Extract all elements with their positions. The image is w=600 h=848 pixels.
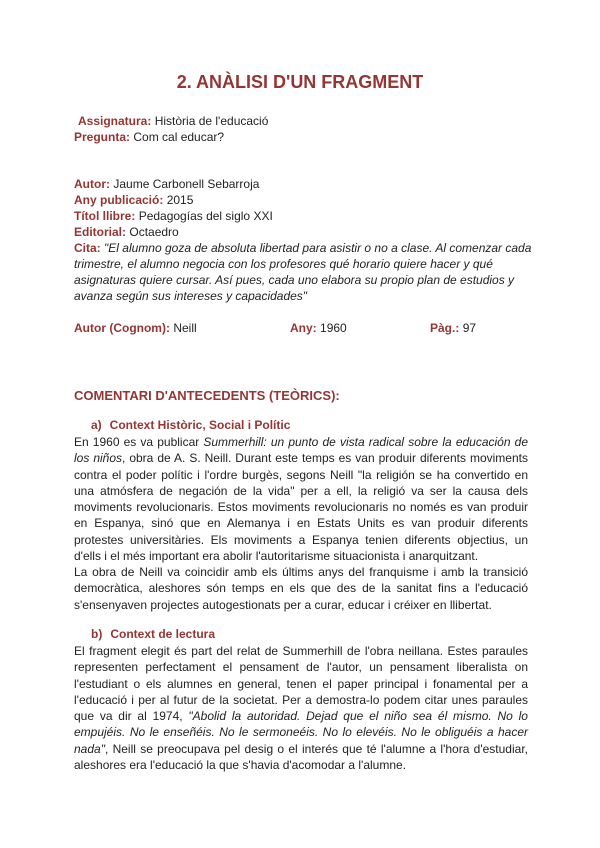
pregunta-value: Com cal educar? — [133, 130, 225, 144]
cita-label: Cita: — [74, 241, 101, 255]
pag-value: 97 — [462, 321, 477, 335]
any-value: 1960 — [320, 321, 347, 335]
titol-llibre-line — [74, 208, 273, 224]
cita-value: "El alumno goza de absoluta libertad para asistir o no a clase. Al comenzar cada trimestre, el alumno negocia con los profesores qué horario quiere hacer y qué asignaturas quiere cursar. Así pues, cada uno elabora su propio plan de estudios y avanza según sus intereses y capacidades" — [74, 241, 532, 303]
titol-llibre-value: Pedagogías del siglo XXI — [138, 209, 273, 223]
assignatura-label: Assignatura: — [78, 114, 152, 128]
pregunta-label: Pregunta: — [74, 130, 131, 144]
assignatura-value: Història de l'educació — [154, 114, 269, 128]
section-a-paragraph-1 — [74, 434, 528, 564]
pag-line — [430, 320, 476, 336]
section-a-p1-pre: En 1960 es va publicar — [74, 435, 204, 449]
autor-cognom-label: Autor (Cognom): — [74, 321, 170, 335]
page-title: 2. ANÀLISI D'UN FRAGMENT — [176, 72, 424, 92]
section-heading: COMENTARI D'ANTECEDENTS (TEÒRICS): — [74, 388, 340, 403]
autor-line — [74, 176, 259, 192]
section-a-heading — [91, 418, 290, 432]
any-publicacio-label: Any publicació: — [74, 193, 164, 207]
autor-cognom-line — [74, 320, 197, 336]
section-a-p1-title: Summerhill: un punto de vista radical sobre la educación de los niños — [74, 435, 529, 466]
section-a-title: Context Històric, Social i Polític — [109, 418, 291, 432]
section-b-heading — [91, 627, 215, 641]
section-b-p1-pre: El fragment elegit és part del relat de Summerhill de l'obra neillana. Estes paraules representen perfectament el pensament de l'autor, un pensament liberalista on l'estudiant o els alumnes en general, tenen el paper principal i fonamental per a l'educació i per al futur de la societat. Per a demostra-lo podem citar unes paraules que va dir al 1974, — [74, 644, 528, 724]
cita-block — [74, 240, 534, 304]
editorial-label: Editorial: — [74, 225, 127, 239]
pag-label: Pàg.: — [430, 321, 460, 335]
any-publicacio-line — [74, 192, 193, 208]
autor-cognom-value: Neill — [173, 321, 197, 335]
assignatura-line — [78, 113, 268, 129]
autor-value: Jaume Carbonell Sebarroja — [113, 177, 260, 191]
section-a-letter: a) — [91, 418, 102, 432]
section-b-p1-post: , Neill se preocupava pel desig o el interés que té l'alumne a l'hora d'estudiar, aleshores era l'educació la que s'havia d'acomodar a l'alumne. — [74, 741, 528, 773]
autor-label: Autor: — [74, 177, 110, 191]
pregunta-line — [74, 129, 224, 145]
section-b-paragraph-1 — [74, 643, 528, 773]
any-publicacio-value: 2015 — [166, 193, 194, 207]
section-b-title: Context de lectura — [110, 627, 216, 641]
any-line — [290, 320, 347, 336]
section-a-p1-post: , obra de A. S. Neill. Durant este temps es van produir diferents moviments contra el poder polític i l'ordre burgès, segons Neill "la religión se ha convertido en una atmósfera de negación de la vida" per a ell, la religió va ser la causa dels moviments revolucionaris. Estos moviments revolucionaris no només es van produir en Espanya, sinó que en Alemanya i en Estats Units es van produir diferents protestes universitàries. Els moviments a Espanya tenien diferents objectius, un d'ells i el més important era abolir l'autoritarisme situacionista i anarquitzant. — [74, 451, 528, 564]
any-label: Any: — [290, 321, 317, 335]
titol-llibre-label: Títol llibre: — [74, 209, 136, 223]
section-a-paragraph-2: La obra de Neill va coincidir amb els últims anys del franquisme i amb la transició democràtica, aleshores són temps en els que des de la sanitat fins a l'educació s'ensenyaven projectes autogestionats per a curar, educar i créixer en llibertat. — [74, 565, 528, 612]
section-b-p1-quote: "Abolid la autoridad. Dejad que el niño sea él mismo. No lo empujéis. No le enseñéis. No le sermoneéis. No lo elevéis. No le obliguéis a hacer nada" — [74, 709, 528, 756]
section-b-letter: b) — [91, 627, 103, 641]
editorial-value: Octaedro — [129, 225, 179, 239]
editorial-line — [74, 224, 179, 240]
